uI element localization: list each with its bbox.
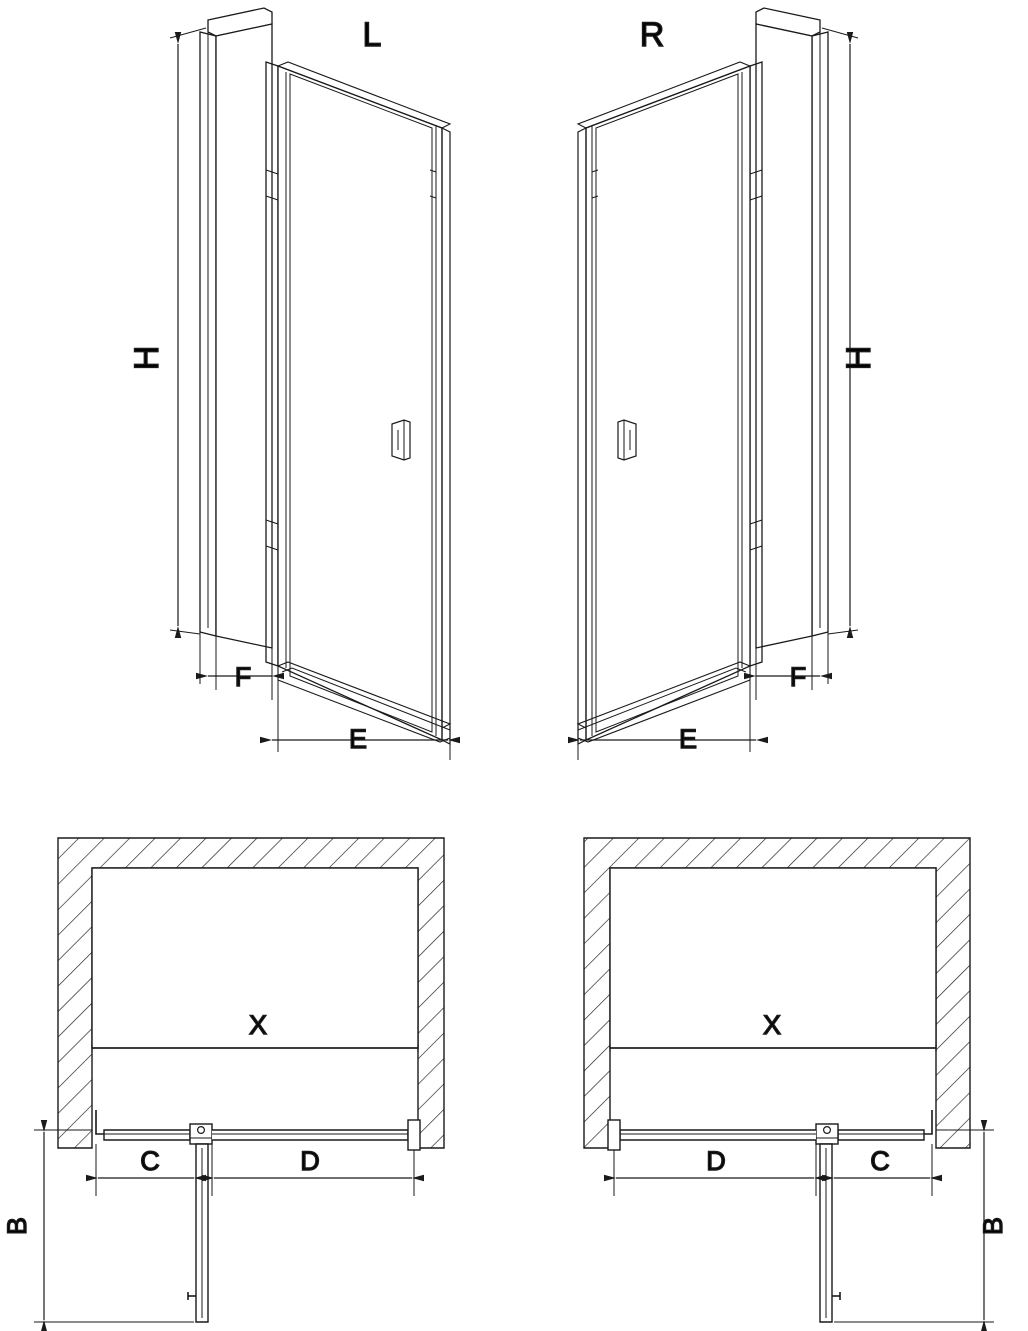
- right-plan-view: [584, 838, 1008, 1322]
- left-plan-view: [2, 838, 444, 1322]
- dimension-label-e-left: E: [348, 724, 368, 754]
- dimension-label-b-left: B: [2, 1216, 32, 1236]
- dimension-label-c-right: C: [870, 1146, 890, 1176]
- dimension-label-e-right: E: [678, 724, 698, 754]
- dimension-label-f-left: F: [234, 662, 252, 692]
- dimension-label-h-left: H: [128, 345, 166, 371]
- dimension-label-h-right: H: [840, 345, 878, 371]
- left-isometric-view: [128, 8, 450, 760]
- dimension-label-b-right: B: [978, 1216, 1008, 1236]
- right-isometric-view: [578, 8, 878, 760]
- dimension-label-x-left: X: [248, 1010, 268, 1040]
- dimension-label-d-left: D: [300, 1146, 320, 1176]
- dimension-label-d-right: D: [706, 1146, 726, 1176]
- variant-label-left: L: [362, 16, 382, 54]
- dimension-label-x-right: X: [762, 1010, 782, 1040]
- variant-label-right: R: [639, 16, 665, 54]
- dimension-label-f-right: F: [789, 662, 807, 692]
- dimension-label-c-left: C: [140, 1146, 160, 1176]
